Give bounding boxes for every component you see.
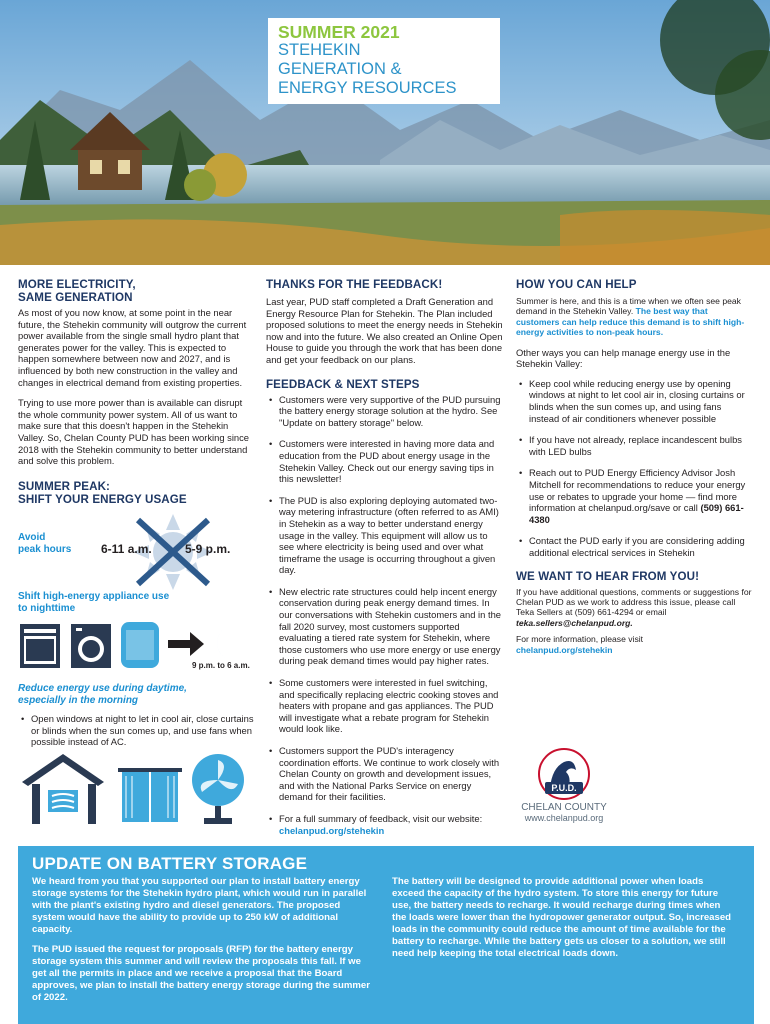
list-item: • Customers were very supportive of the PUD pursuing the battery energy storage solution at the hydro. See "Update on battery storage" below.: [266, 394, 504, 429]
list-item: • Contact the PUD early if you are considering adding additional electrical services in Stehekin: [516, 535, 752, 558]
list-item: • Some customers were interested in fuel switching, and specifically replacing electric cooking stoves and heaters with propane and gas appliances. The PUD will investigate what a rebate program for Stehekin would look like.: [266, 677, 504, 735]
energy-tips-list: [516, 378, 752, 559]
heading-feedback-next-steps: FEEDBACK & NEXT STEPS: [266, 377, 420, 391]
battery-storage-banner: [18, 846, 754, 1024]
heading-line: SHIFT YOUR ENERGY USAGE: [18, 492, 187, 506]
dishwasher-icon: [20, 624, 60, 668]
house-cool-air-icon: [22, 754, 104, 824]
shift-activities-emphasis: The best way that customers can help reduce this demand is to shift high-energy activities to non-peak hours.: [516, 306, 745, 338]
water-heater-icon: [121, 622, 159, 668]
curtains-icon: [118, 768, 182, 822]
efficiency-phone[interactable]: (509) 661-4380: [529, 502, 744, 525]
list-item: • Customers were interested in having more data and education from the PUD about energy usage in the Stehekin Valley. Check out our energy saving tips in this newsletter!: [266, 438, 504, 484]
column-middle: [266, 278, 504, 836]
heading-line: especially in the morning: [18, 695, 139, 706]
title-line-generation: GENERATION &: [278, 60, 402, 78]
heading-line: MORE ELECTRICITY,: [18, 278, 136, 291]
battery-paragraph: The PUD issued the request for proposals (RFP) for the battery energy storage system this summer and will review the proposals this fall. If we get all the permits in place and we receive a proposal that the Board approves, we plan to install the battery energy storage during the summer of 2022.: [32, 944, 370, 1003]
list-item-text: For a full summary of feedback, visit our website:: [279, 812, 483, 824]
battery-paragraph: The battery will be designed to provide additional power when loads exceed the capacity of the hydro system. To store this energy for future use, the battery needs to recharge. It would recharge during times when the loads were lower than the hydropower generator output. So, increased loads in the community could reduce the amount of time available for the battery to recharge. While the battery gets us closer to a solution, we still need help keeping the total electrical loads down.: [392, 876, 732, 959]
column-left: [18, 278, 254, 506]
list-item: • If you have not already, replace incandescent bulbs with LED bulbs: [516, 434, 752, 457]
battery-left-text: [32, 876, 372, 1012]
heading-hear-from-you: WE WANT TO HEAR FROM YOU!: [516, 569, 700, 583]
paragraph-other-ways: Other ways you can help manage energy use in the Stehekin Valley:: [516, 346, 731, 370]
paragraph-outgrow-power: As most of you now know, at some point in the near future, the Stehekin community will outgrow the current power available from the single small hydro plant that generates power for the valley. This is expected to happen somewhere between now and 2027, and is influenced by both new construction in the valley and changes in electrical demand from existing properties.: [18, 307, 247, 388]
cooling-tips-list: [18, 713, 254, 748]
more-info-text: For more information, please visit: [516, 634, 644, 645]
list-item: • Keep cool while reducing energy use by opening windows at night to let cool air in, closing curtains or blinds when the sun comes up, and using fans instead of air conditioners whenever possible: [516, 378, 752, 424]
list-item-text: Reach out to PUD Energy Efficiency Advisor Josh Mitchell for recommendations to reduce your energy use or rebates to upgrade your home — find more information at chelanpud.org/save or call: [529, 467, 746, 514]
feedback-list: [266, 394, 504, 837]
title-line-stehekin: STEHEKIN: [278, 41, 361, 59]
logo-url[interactable]: www.chelanpud.org: [524, 813, 604, 823]
reduce-daytime-block: [18, 683, 254, 748]
avoid-peak-label: [18, 532, 71, 556]
heading-line: Shift high-energy appliance use: [18, 591, 170, 602]
washer-icon: [71, 624, 111, 668]
list-item: • Open windows at night to let in cool air, close curtains or blinds when the sun comes up, and use fans when possible instead of AC.: [18, 713, 254, 748]
chelan-pud-logo: [514, 748, 614, 833]
list-item: [266, 813, 504, 836]
fan-icon: [192, 754, 244, 824]
heading-line: to nighttime: [18, 603, 76, 614]
morning-peak-time: 6-11 a.m.: [101, 542, 152, 556]
hero-banner: [0, 0, 770, 265]
feedback-summary-link[interactable]: chelanpud.org/stehekin: [279, 824, 385, 836]
peak-hours-graphic: [18, 512, 254, 602]
heading-more-electricity: [18, 278, 254, 304]
newsletter-title: [268, 18, 500, 104]
label-line: Avoid: [18, 532, 46, 543]
battery-heading: UPDATE ON BATTERY STORAGE: [32, 854, 308, 873]
list-item: • The PUD is also exploring deploying automated two-way metering infrastructure (often referred to as AMI) in Stehekin as a way to better understand energy usage in the valley. This equipment will allow us to see where electricity is being used and over what timeframe the usage is occurring throughout a given day.: [266, 495, 504, 576]
paragraph-disrupt-system: Trying to use more power than is available can disrupt the whole community power system. All of us want to make sure that this doesn't happen in the Stehekin Valley. So, Chelan County PUD has been working since 2018 with the Stehekin community to better understand and solve this problem.: [18, 397, 250, 467]
teka-email-link[interactable]: teka.sellers@chelanpud.org.: [516, 617, 633, 628]
paragraph-draft-plan: Last year, PUD staff completed a Draft Generation and Energy Resource Plan for Stehekin. The Plan included proposed solutions to meet the energy needs in Stehekin now and into the future. We also created an Online Open House to guide you through the work that has been done and get your feedback on our plans.: [266, 296, 503, 365]
heading-thanks-feedback: THANKS FOR THE FEEDBACK!: [266, 278, 443, 291]
title-line-energy: ENERGY RESOURCES: [278, 79, 457, 97]
reduce-daytime-heading: [18, 683, 254, 707]
pud-badge-text: P.U.D.: [551, 783, 577, 793]
shift-appliance-block: [18, 591, 254, 615]
arrow-right-icon: [168, 632, 204, 656]
list-item: [516, 467, 752, 525]
title-season: SUMMER 2021: [278, 22, 400, 42]
paragraph-text: If you have additional questions, comments or suggestions for Chelan PUD as we work to address this issue, please call Teka Sellers at (509) 661-4294 or email: [516, 586, 752, 618]
paragraph-text: Summer is here, and this is a time when we often see peak demand in the Stehekin Valley.: [516, 296, 741, 317]
battery-right-text: [392, 876, 734, 968]
heading-summer-peak: [18, 480, 254, 506]
evening-peak-time: 5-9 p.m.: [185, 542, 231, 556]
column-right: [516, 278, 752, 655]
label-line: peak hours: [18, 544, 72, 555]
battery-paragraph: We heard from you that you supported our plan to install battery energy storage systems for the Stehekin hydro plant, which would run in parallel with the plant's existing hydro and diesel generators. The proposed system would have the ability to provide up to 250 kW of additional capacity.: [32, 876, 367, 935]
list-item: • Customers support the PUD's interagency coordination efforts. We continue to work closely with Chelan County on growth and development issues, and with the National Parks Service on energy demand for their facilities.: [266, 745, 504, 803]
heading-line: SUMMER PEAK:: [18, 479, 111, 493]
logo-name: CHELAN COUNTY: [521, 802, 607, 813]
shift-appliance-heading: [18, 591, 254, 615]
cooling-icons: [18, 752, 254, 827]
list-item: • New electric rate structures could help incent energy conservation during peak energy demand times. In our conversations with Stehekin customers and in the fall 2020 survey, most customers supported evaluating a tiered rate system for Stehekin, where those customers who use more energy or use energy during peak demand times would pay higher rates.: [266, 586, 504, 667]
more-info-link[interactable]: chelanpud.org/stehekin: [516, 644, 613, 655]
night-range-label: 9 p.m. to 6 a.m.: [192, 661, 250, 670]
paragraph-peak-demand: [516, 296, 752, 338]
paragraph-contact-teka: [516, 587, 752, 629]
heading-line: Reduce energy use during daytime,: [18, 683, 187, 694]
moon-icon: [217, 626, 244, 662]
heading-how-you-can-help: HOW YOU CAN HELP: [516, 278, 637, 291]
heading-line: SAME GENERATION: [18, 291, 133, 304]
